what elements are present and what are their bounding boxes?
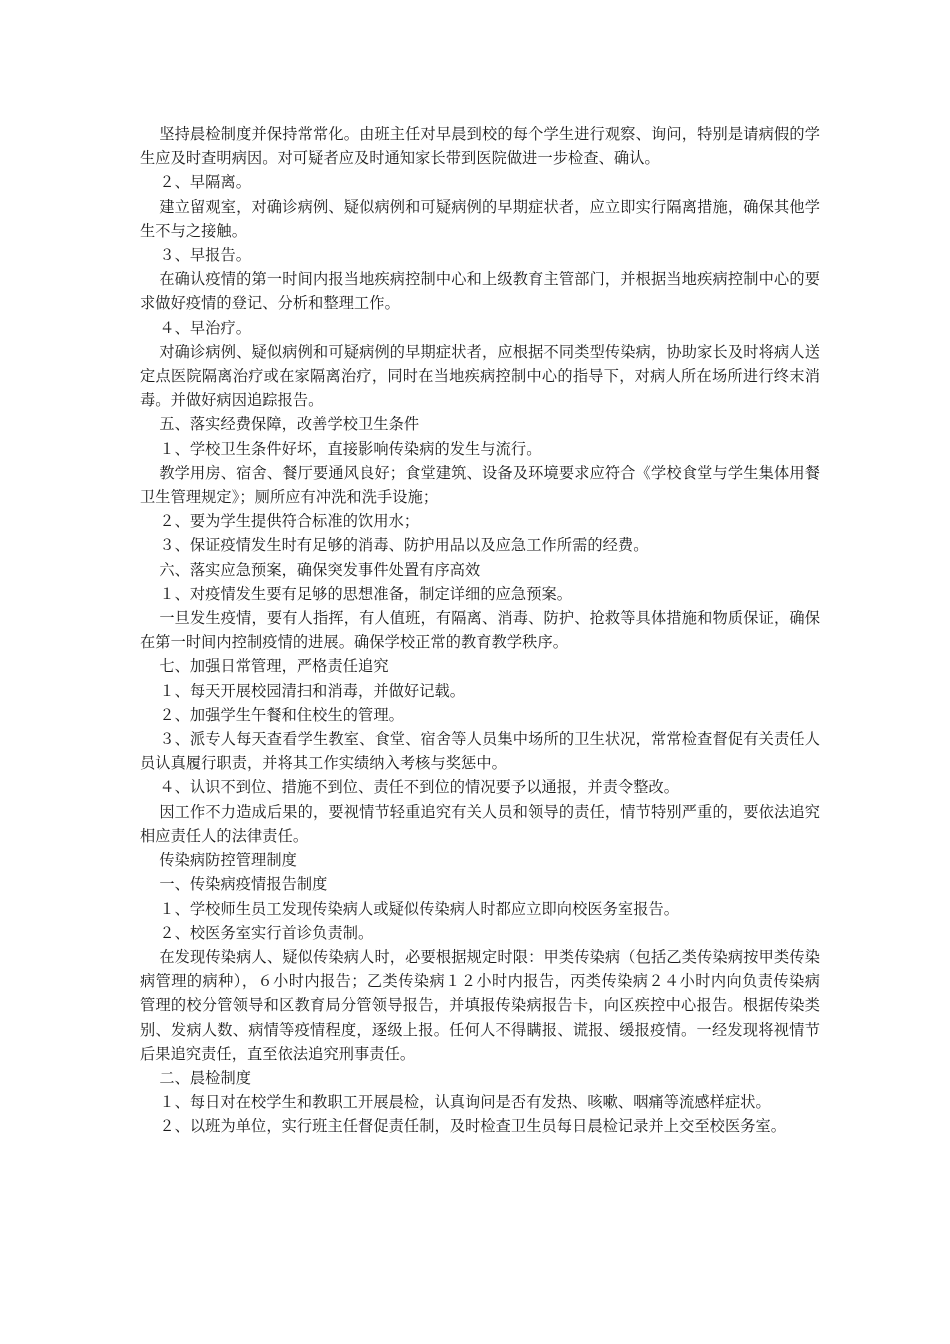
paragraph: 在发现传染病人、疑似传染病人时，必要根据规定时限：甲类传染病（包括乙类传染病按甲类传染病管理的病种），６小时内报告；乙类传染病１２小时内报告，丙类传染病２４小时内向负责传染病管理的校分管领导和区教育局分管领导报告，并填报传染病报告卡，向区疾控中心报告。根据传染类别、发病人数、病情等疫情程度，逐级上报。任何人不得瞒报、谎报、缓报疫情。一经发现将视情节后果追究责任，直至依法追究刑事责任。 [140, 947, 820, 1063]
section-heading: 二、晨检制度 [159, 1068, 252, 1087]
paragraph: 对确诊病例、疑似病例和可疑病例的早期症状者，应根据不同类型传染病，协助家长及时将病人送定点医院隔离治疗或在家隔离治疗，同时在当地疾病控制中心的指导下，对病人所在场所进行终末消毒。并做好病因追踪报告。 [140, 342, 820, 410]
list-item: ３、保证疫情发生时有足够的消毒、防护用品以及应急工作所需的经费。 [159, 536, 649, 555]
list-item: １、学校卫生条件好坏，直接影响传染病的发生与流行。 [159, 439, 542, 458]
section-heading: 七、加强日常管理，严格责任追究 [159, 657, 389, 676]
paragraph: 建立留观室，对确诊病例、疑似病例和可疑病例的早期症状者，应立即实行隔离措施，确保其他学生不与之接触。 [140, 197, 820, 240]
list-item: １、每天开展校园清扫和消毒，并做好记载。 [159, 681, 466, 700]
paragraph: 教学用房、宿舍、餐厅要通风良好；食堂建筑、设备及环境要求应符合《学校食堂与学生集体用餐卫生管理规定》；厕所应有冲洗和洗手设施； [140, 463, 820, 507]
list-item: １、每日对在校学生和教职工开展晨检，认真询问是否有发热、咳嗽、咽痛等流感样症状。 [159, 1093, 771, 1112]
list-item: ２、校医务室实行首诊负责制。 [159, 923, 374, 942]
list-item: ４、早治疗。 [159, 318, 252, 337]
list-item: １、对疫情发生要有足够的思想准备，制定详细的应急预案。 [159, 584, 573, 603]
list-item: ２、加强学生午餐和住校生的管理。 [159, 705, 404, 724]
list-item: ２、以班为单位，实行班主任督促责任制，及时检查卫生员每日晨检记录并上交至校医务室。 [159, 1117, 787, 1136]
list-item: ２、要为学生提供符合标准的饮用水； [159, 512, 420, 531]
paragraph: 一旦发生疫情，要有人指挥，有人值班，有隔离、消毒、防护、抢救等具体措施和物质保证，确保在第一时间内控制疫情的进展。确保学校正常的教育教学秩序。 [140, 609, 820, 652]
section-heading: 一、传染病疫情报告制度 [159, 875, 328, 894]
paragraph: 在确认疫情的第一时间内报当地疾病控制中心和上级教育主管部门，并根据当地疾病控制中心的要求做好疫情的登记、分析和整理工作。 [140, 270, 820, 313]
list-item: ３、派专人每天查看学生教室、食堂、宿舍等人员集中场所的卫生状况，常常检查督促有关责任人员认真履行职责，并将其工作实绩纳入考核与奖惩中。 [140, 730, 820, 773]
document-body [140, 122, 820, 1139]
list-item: １、学校师生员工发现传染病人或疑似传染病人时都应立即向校医务室报告。 [159, 899, 680, 918]
list-item: ４、认识不到位、措施不到位、责任不到位的情况要予以通报，并责令整改。 [159, 778, 680, 797]
section-heading: 五、落实经费保障，改善学校卫生条件 [159, 415, 420, 434]
paragraph: 坚持晨检制度并保持常常化。由班主任对早晨到校的每个学生进行观察、询问，特别是请病假的学生应及时查明病因。对可疑者应及时通知家长带到医院做进一步检查、确认。 [140, 125, 820, 168]
paragraph: 因工作不力造成后果的，要视情节轻重追究有关人员和领导的责任，情节特别严重的，要依法追究相应责任人的法律责任。 [140, 802, 820, 845]
list-item: ２、早隔离。 [159, 173, 252, 192]
section-heading: 六、落实应急预案，确保突发事件处置有序高效 [159, 560, 481, 579]
list-item: ３、早报告。 [159, 246, 252, 265]
document-title: 传染病防控管理制度 [159, 851, 297, 870]
